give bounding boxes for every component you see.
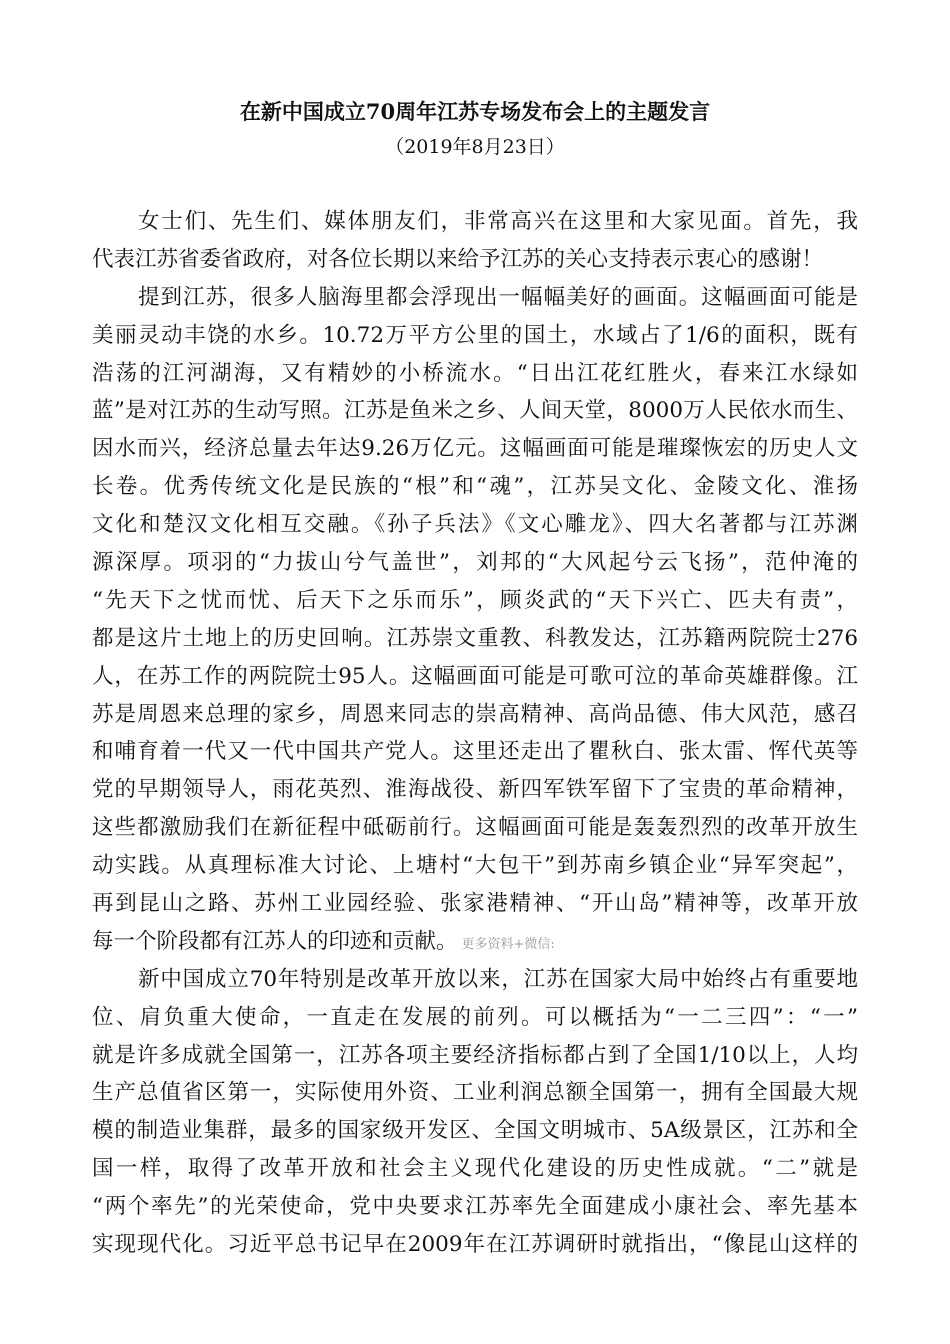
paragraph xyxy=(92,961,858,1264)
paragraph xyxy=(92,203,858,279)
text-line xyxy=(92,620,858,658)
text-line xyxy=(92,1112,858,1150)
text-line-content: “先天下之忧而忧、后天下之乐而乐”，顾炎武的“天下兴亡、匹夫有责”， xyxy=(92,587,858,613)
text-line xyxy=(92,923,858,961)
text-line xyxy=(92,430,858,468)
text-line-content: 和哺育着一代又一代中国共产党人。这里还走出了瞿秋白、张太雷、恽代英等 xyxy=(92,739,858,765)
text-line-content: 再到昆山之路、苏州工业园经验、张家港精神、“开山岛”精神等，改革开放 xyxy=(92,891,858,917)
text-line xyxy=(92,696,858,734)
text-line-content: 模的制造业集群，最多的国家级开发区、全国文明城市、5A级景区，江苏和全 xyxy=(92,1118,858,1144)
document-date: （2019年8月23日） xyxy=(385,136,565,158)
text-line xyxy=(92,317,858,355)
text-line-content: “两个率先”的光荣使命，党中央要求江苏率先全面建成小康社会、率先基本 xyxy=(92,1194,858,1220)
text-line xyxy=(92,241,858,279)
text-line-content: 这些都激励我们在新征程中砥砺前行。这幅画面可能是轰轰烈烈的改革开放生 xyxy=(92,815,858,841)
text-line-content: 人，在苏工作的两院院士95人。这幅画面可能是可歌可泣的革命英雄群像。江 xyxy=(92,663,858,689)
text-line-content: 浩荡的江河湖海，又有精妙的小桥流水。“日出江花红胜火，春来江水绿如 xyxy=(92,360,858,386)
text-line xyxy=(92,1074,858,1112)
text-line-content: 苏是周恩来总理的家乡，周恩来同志的崇高精神、高尚品德、伟大风范，感召 xyxy=(92,701,858,727)
text-line-content: 每一个阶段都有江苏人的印迹和贡献。 xyxy=(92,928,458,954)
text-line xyxy=(92,468,858,506)
text-line-content: 动实践。从真理标准大讨论、上塘村“大包干”到苏南乡镇企业“异军突起”， xyxy=(92,853,858,879)
text-line-content: 生产总值省区第一，实际使用外资、工业利润总额全国第一，拥有全国最大规 xyxy=(92,1080,858,1106)
text-line-content: 都是这片土地上的历史回响。江苏崇文重教、科教发达，江苏籍两院院士276 xyxy=(92,625,858,651)
text-line xyxy=(92,1150,858,1188)
text-line-content: 因水而兴，经济总量去年达9.26万亿元。这幅画面可能是璀璨恢宏的历史人文 xyxy=(92,436,858,462)
text-line xyxy=(92,582,858,620)
text-line-content: 文化和楚汉文化相互交融。《孙子兵法》《文心雕龙》、四大名著都与江苏渊 xyxy=(92,512,858,538)
paragraph xyxy=(92,279,858,961)
text-line-content: 国一样，取得了改革开放和社会主义现代化建设的历史性成就。“二”就是 xyxy=(92,1156,858,1182)
text-line-content: 就是许多成就全国第一，江苏各项主要经济指标都占到了全国1/10以上，人均 xyxy=(92,1042,858,1068)
text-line xyxy=(92,279,858,317)
text-line xyxy=(92,961,858,999)
text-line-content: 提到江苏，很多人脑海里都会浮现出一幅幅美好的画面。这幅画面可能是 xyxy=(138,284,858,310)
text-line-content: 长卷。优秀传统文化是民族的“根”和“魂”，江苏吴文化、金陵文化、淮扬 xyxy=(92,474,858,500)
text-line xyxy=(92,885,858,923)
text-line-content: 美丽灵动丰饶的水乡。10.72万平方公里的国土，水域占了1/6的面积，既有 xyxy=(92,322,858,348)
text-line-content: 实现现代化。习近平总书记早在2009年在江苏调研时就指出，“像昆山这样的 xyxy=(92,1232,858,1258)
text-line xyxy=(92,355,858,393)
text-line xyxy=(92,771,858,809)
text-line-content: 新中国成立70年特别是改革开放以来，江苏在国家大局中始终占有重要地 xyxy=(138,966,858,992)
text-line-content: 蓝”是对江苏的生动写照。江苏是鱼米之乡、人间天堂，8000万人民依水而生、 xyxy=(92,398,858,424)
text-line xyxy=(92,544,858,582)
text-line-content: 源深厚。项羽的“力拔山兮气盖世”，刘邦的“大风起兮云飞扬”，范仲淹的 xyxy=(92,550,858,576)
text-line xyxy=(92,1226,858,1264)
text-line xyxy=(92,999,858,1037)
text-line xyxy=(92,1037,858,1075)
document-title: 在新中国成立70周年江苏专场发布会上的主题发言 xyxy=(239,99,711,124)
text-line-content: 女士们、先生们、媒体朋友们，非常高兴在这里和大家见面。首先，我 xyxy=(138,209,858,234)
text-line xyxy=(92,506,858,544)
text-line xyxy=(92,847,858,885)
text-line-content: 党的早期领导人，雨花英烈、淮海战役、新四军铁军留下了宝贵的革命精神， xyxy=(92,777,858,803)
text-line xyxy=(92,392,858,430)
text-line-content: 位、肩负重大使命，一直走在发展的前列。可以概括为“一二三四”：“一” xyxy=(92,1004,858,1030)
watermark-note: 更多资料+微信: xyxy=(461,936,555,952)
document-body xyxy=(92,203,858,1264)
text-line-content: 代表江苏省委省政府，对各位长期以来给予江苏的关心支持表示衷心的感谢！ xyxy=(92,246,824,272)
text-line xyxy=(92,809,858,847)
text-line xyxy=(92,203,858,241)
text-line xyxy=(92,733,858,771)
text-line xyxy=(92,1188,858,1226)
text-line xyxy=(92,658,858,696)
